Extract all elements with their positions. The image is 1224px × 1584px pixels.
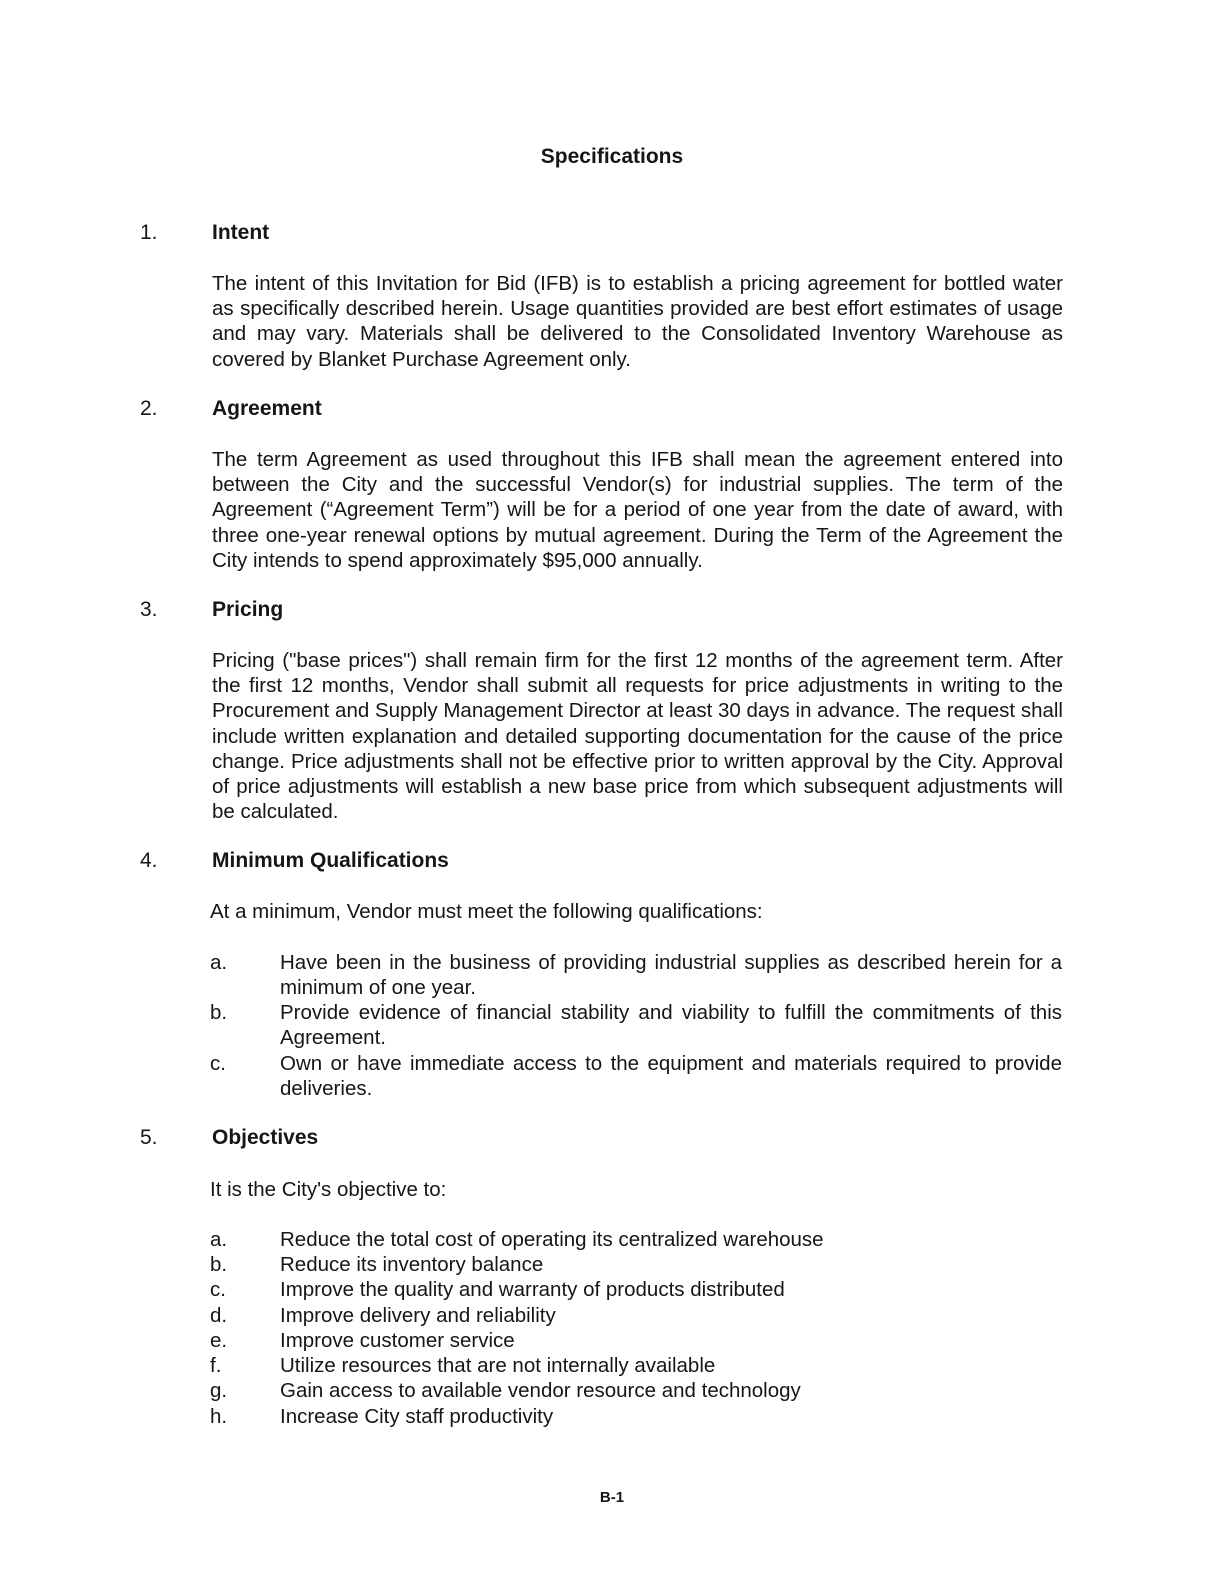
list-item-text: Improve customer service [280, 1329, 515, 1352]
section-heading: Objectives [212, 1126, 319, 1149]
section-heading: Intent [212, 221, 270, 244]
section-number: 5. [140, 1126, 158, 1149]
section-number: 1. [140, 221, 158, 244]
page-title: Specifications [540, 145, 684, 168]
section-heading: Minimum Qualifications [212, 849, 449, 872]
list-item-text: Provide evidence of financial stability and viability to fulfill the commitments of this Agreement. [280, 1001, 1062, 1050]
list-item-letter: d. [210, 1304, 228, 1327]
list-item-text: Improve delivery and reliability [280, 1304, 556, 1327]
section-number: 4. [140, 849, 158, 872]
list-item-letter: h. [210, 1405, 228, 1428]
section-number: 3. [140, 598, 158, 621]
list-item-text: Improve the quality and warranty of products distributed [280, 1278, 785, 1301]
section-intro: It is the City's objective to: [210, 1178, 447, 1201]
section-body: The intent of this Invitation for Bid (IFB) is to establish a pricing agreement for bottled water as specifically described herein. Usage quantities provided are best effort estimates of usage and may vary. Materials shall be delivered to the Consolidated Inventory Warehouse as covered by Blanket Purchase Agreement only. [212, 272, 1063, 371]
list-item-text: Gain access to available vendor resource and technology [280, 1379, 801, 1402]
page-number: B-1 [599, 1489, 625, 1506]
section-body: The term Agreement as used throughout this IFB shall mean the agreement entered into between the City and the successful Vendor(s) for industrial supplies. The term of the Agreement (“Agreement Term”) will be for a period of one year from the date of award, with three one-year renewal options by mutual agreement. During the Term of the Agreement the City intends to spend approximately $95,000 annually. [212, 448, 1063, 572]
section-intro: At a minimum, Vendor must meet the following qualifications: [210, 900, 763, 923]
list-item-letter: e. [210, 1329, 228, 1352]
section-number: 2. [140, 397, 158, 420]
list-item-letter: b. [210, 1001, 228, 1024]
list-item-text: Have been in the business of providing industrial supplies as described herein for a minimum of one year. [280, 951, 1062, 1000]
list-item-letter: b. [210, 1253, 228, 1276]
list-item-letter: c. [210, 1278, 226, 1301]
list-item-letter: a. [210, 1228, 228, 1251]
section-heading: Agreement [212, 397, 322, 420]
list-item-text: Reduce its inventory balance [280, 1253, 544, 1276]
list-item-text: Utilize resources that are not internally available [280, 1354, 716, 1377]
list-item-letter: g. [210, 1379, 228, 1402]
list-item-letter: c. [210, 1052, 226, 1075]
list-item-letter: a. [210, 951, 228, 974]
list-item-letter: f. [210, 1354, 222, 1377]
list-item-text: Increase City staff productivity [280, 1405, 554, 1428]
list-item-text: Reduce the total cost of operating its centralized warehouse [280, 1228, 824, 1251]
list-item-text: Own or have immediate access to the equipment and materials required to provide deliveries. [280, 1052, 1062, 1101]
section-body: Pricing ("base prices") shall remain firm for the first 12 months of the agreement term. After the first 12 months, Vendor shall submit all requests for price adjustments in writing to the Procurement and Supply Management Director at least 30 days in advance. The request shall include written explanation and detailed supporting documentation for the cause of the price change. Price adjustments shall not be effective prior to written approval by the City. Approval of price adjustments will establish a new base price from which subsequent adjustments will be calculated. [212, 649, 1063, 824]
section-heading: Pricing [212, 598, 284, 621]
